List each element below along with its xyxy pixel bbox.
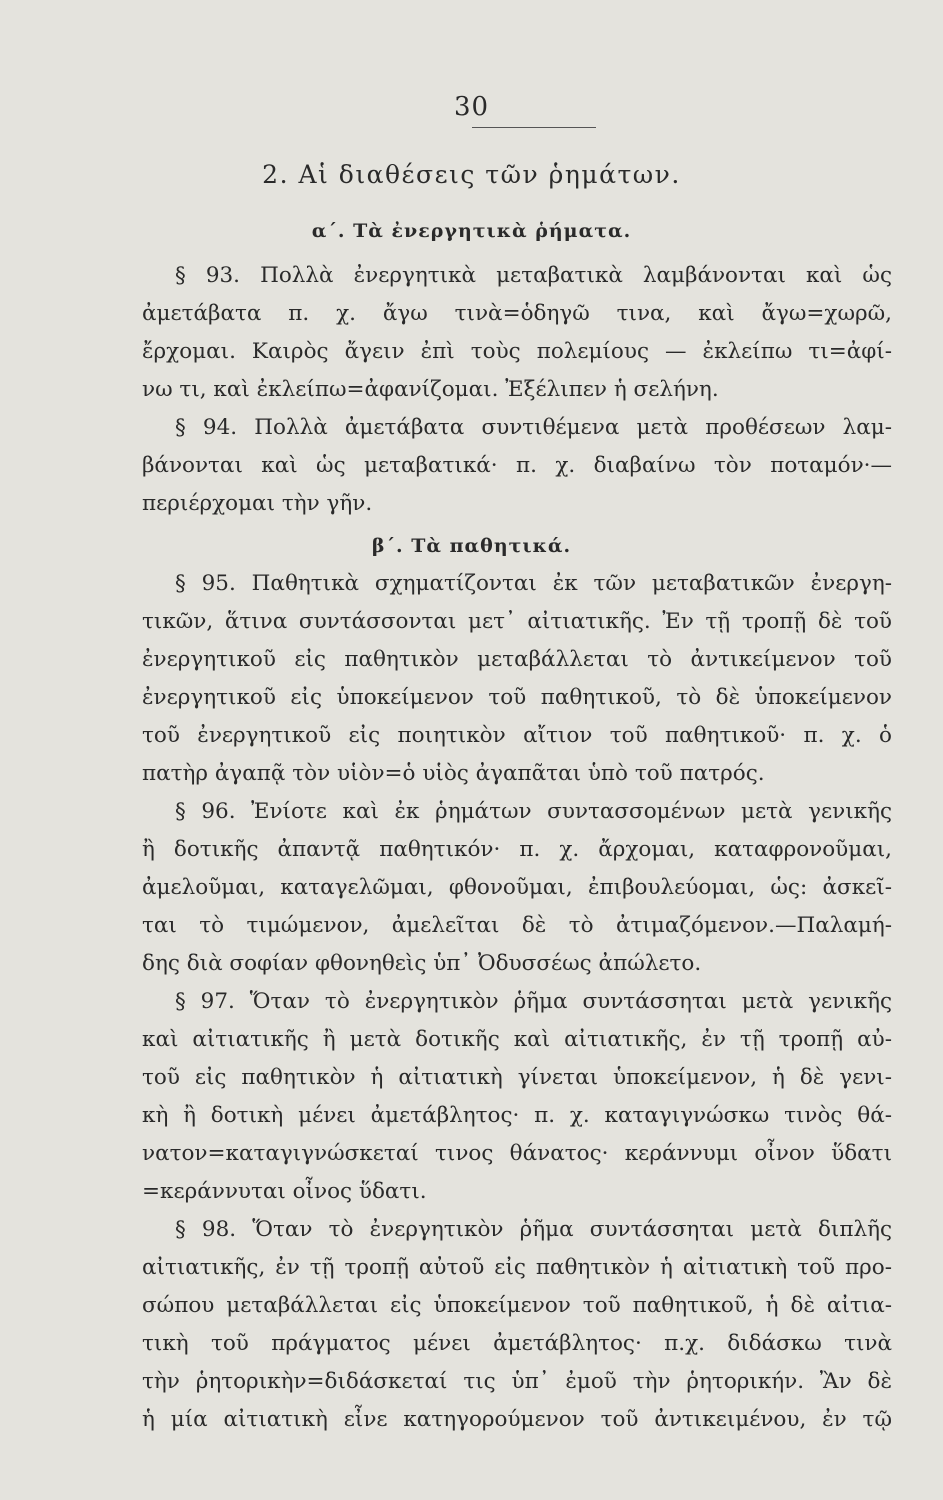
text-line: ἀμετάβατα π. χ. ἄγω τινὰ=ὁδηγῶ τινα, καὶ ἄγω=χωρῶ, — [142, 301, 892, 326]
text-line: ἢ δοτικῆς ἀπαντᾷ παθητικόν· π. χ. ἄρχομαι, καταφρονοῦμαι, — [142, 837, 892, 862]
text-line: § 97. Ὅταν τὸ ἐνεργητικὸν ῥῆμα συντάσσηται μετὰ γενικῆς — [175, 989, 892, 1014]
text-line: ἐνεργητικοῦ εἰς παθητικὸν μεταβάλλεται τὸ ἀντικείμενον τοῦ — [142, 647, 892, 672]
section-heading: 2. Αἱ διαθέσεις τῶν ῥημάτων. — [262, 160, 681, 189]
text-line: ἀμελοῦμαι, καταγελῶμαι, φθονοῦμαι, ἐπιβουλεύομαι, ὡς: ἀσκεῖ- — [142, 875, 892, 900]
text-line: νω τι, καὶ ἐκλείπω=ἀφανίζομαι. Ἐξέλιπεν ἡ σελήνη. — [142, 377, 719, 402]
text-line: τικῶν, ἅτινα συντάσσονται μετ᾿ αἰτιατικῆς. Ἐν τῇ τροπῇ δὲ τοῦ — [142, 609, 892, 634]
text-line: δης διὰ σοφίαν φθονηθεὶς ὑπ᾿ Ὀδυσσέως ἀπώλετο. — [142, 951, 702, 976]
text-line: βάνονται καὶ ὡς μεταβατικά· π. χ. διαβαίνω τὸν ποταμόν·— — [142, 453, 892, 478]
text-line: ται τὸ τιμώμενον, ἀμελεῖται δὲ τὸ ἀτιμαζόμενον.—Παλαμή- — [142, 913, 892, 938]
header-rule — [472, 127, 596, 128]
text-line: αἰτιατικῆς, ἐν τῇ τροπῇ αὐτοῦ εἰς παθητικὸν ἡ αἰτιατικὴ τοῦ προ- — [142, 1255, 892, 1280]
text-line: κὴ ἢ δοτικὴ μένει ἀμετάβλητος· π. χ. καταγιγνώσκω τινὸς θά- — [142, 1103, 892, 1128]
text-line: § 93. Πολλὰ ἐνεργητικὰ μεταβατικὰ λαμβάνονται καὶ ὡς — [175, 263, 892, 288]
page-number: 30 — [453, 92, 490, 122]
text-line: νατον=καταγιγνώσκεταί τινος θάνατος· κεράννυμι οἶνον ὕδατι — [142, 1141, 892, 1166]
subsection-heading-active: α΄. Τὰ ἐνεργητικὰ ῥήματα. — [311, 220, 632, 242]
text-line: ἔρχομαι. Καιρὸς ἄγειν ἐπὶ τοὺς πολεμίους — ἐκλείπω τι=ἀφί- — [142, 339, 892, 364]
text-line: τικὴ τοῦ πράγματος μένει ἀμετάβλητος· π.χ. διδάσκω τινὰ — [142, 1331, 892, 1356]
text-line: τὴν ῥητορικὴν=διδάσκεταί τις ὑπ᾿ ἐμοῦ τὴν ῥητορικήν. Ἂν δὲ — [142, 1369, 892, 1394]
text-line: τοῦ εἰς παθητικὸν ἡ αἰτιατικὴ γίνεται ὑποκείμενον, ἡ δὲ γενι- — [142, 1065, 892, 1090]
text-line: ἐνεργητικοῦ εἰς ὑποκείμενον τοῦ παθητικοῦ, τὸ δὲ ὑποκείμενον — [142, 685, 892, 710]
text-line: ἡ μία αἰτιατικὴ εἶνε κατηγορούμενον τοῦ ἀντικειμένου, ἐν τῷ — [142, 1407, 892, 1432]
text-line: =κεράννυται οἶνος ὕδατι. — [142, 1179, 427, 1204]
text-line: § 96. Ἐνίοτε καὶ ἐκ ῥημάτων συντασσομένων μετὰ γενικῆς — [175, 799, 892, 824]
text-line: πατὴρ ἀγαπᾷ τὸν υἱὸν=ὁ υἱὸς ἀγαπᾶται ὑπὸ τοῦ πατρός. — [142, 761, 765, 786]
text-line: σώπου μεταβάλλεται εἰς ὑποκείμενον τοῦ παθητικοῦ, ἡ δὲ αἰτια- — [142, 1293, 892, 1318]
text-line: § 95. Παθητικὰ σχηματίζονται ἐκ τῶν μεταβατικῶν ἐνεργη- — [175, 571, 892, 596]
subsection-heading-passive: β΄. Τὰ παθητικά. — [371, 535, 572, 557]
text-line: τοῦ ἐνεργητικοῦ εἰς ποιητικὸν αἴτιον τοῦ παθητικοῦ· π. χ. ὁ — [142, 723, 892, 748]
text-line: καὶ αἰτιατικῆς ἢ μετὰ δοτικῆς καὶ αἰτιατικῆς, ἐν τῇ τροπῇ αὐ- — [142, 1027, 892, 1052]
text-line: § 98. Ὅταν τὸ ἐνεργητικὸν ῥῆμα συντάσσηται μετὰ διπλῆς — [175, 1217, 892, 1242]
text-line: § 94. Πολλὰ ἀμετάβατα συντιθέμενα μετὰ προθέσεων λαμ- — [175, 415, 892, 440]
text-line: περιέρχομαι τὴν γῆν. — [142, 491, 373, 516]
